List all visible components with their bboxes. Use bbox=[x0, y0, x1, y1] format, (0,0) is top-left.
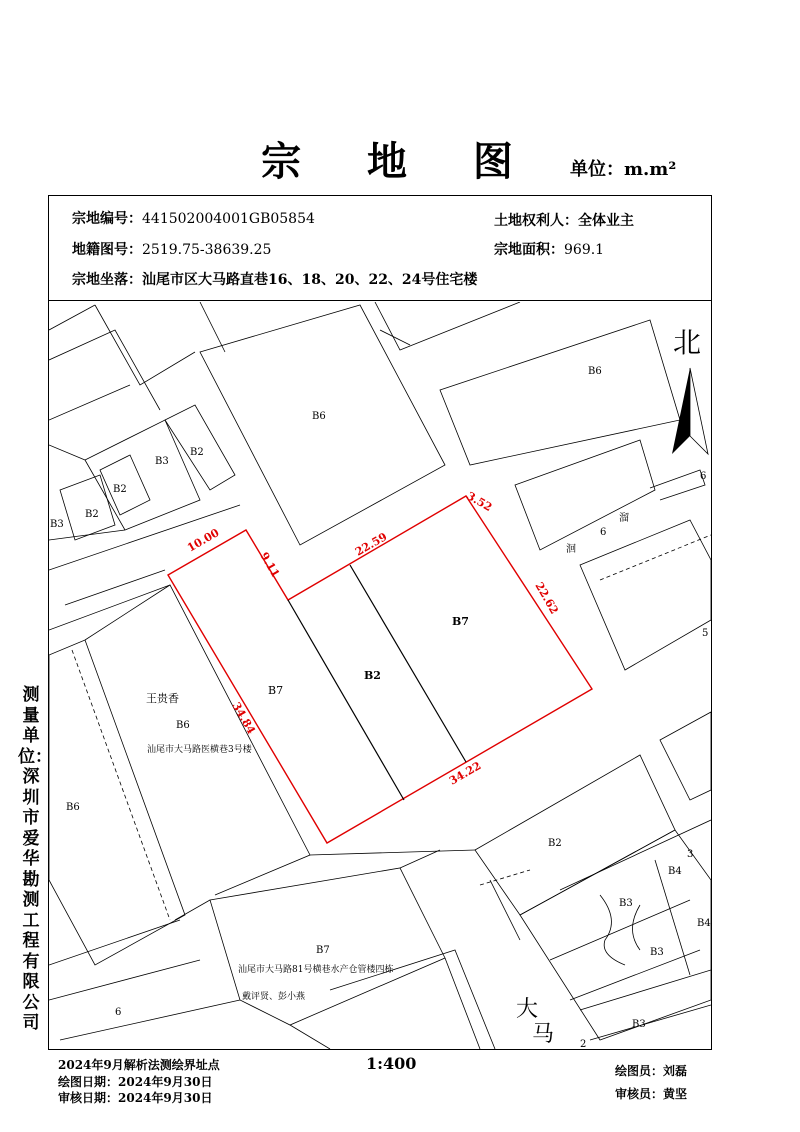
area-row bbox=[494, 239, 604, 259]
edge-label-7: 34.84 bbox=[229, 700, 258, 737]
survey-unit: 测量单位：深圳市爱华勘测工程有限公司 bbox=[18, 685, 52, 1033]
building-code: B2 bbox=[113, 484, 127, 495]
owner-row bbox=[494, 210, 634, 230]
cadastral-map bbox=[49, 302, 711, 1049]
building-code: B2 bbox=[190, 447, 204, 458]
building-code: B6 bbox=[176, 720, 190, 731]
unit-label: 单位：m.m² bbox=[570, 159, 677, 180]
building-code: B2 bbox=[85, 509, 99, 520]
drafter: 绘图员：刘磊 bbox=[615, 1064, 688, 1078]
road-number: 3 bbox=[687, 849, 694, 860]
parcel-block-b7-right: B7 bbox=[452, 615, 469, 628]
edge-label-4: 3.52 bbox=[464, 489, 495, 514]
building-code: B3 bbox=[50, 519, 64, 530]
people-note: 戴评贤、彭小燕 bbox=[242, 992, 306, 1002]
building-code: B6 bbox=[312, 411, 326, 422]
road-name-char: 大 bbox=[516, 997, 539, 1022]
building-code: B3 bbox=[155, 456, 169, 467]
parcel-no-label: 宗地编号： bbox=[72, 211, 142, 227]
check-date: 审核日期：2024年9月30日 bbox=[58, 1091, 213, 1105]
parcel-divider-2 bbox=[350, 565, 466, 762]
building-code: B3 bbox=[632, 1019, 646, 1030]
edge-label-3: 22.59 bbox=[353, 530, 390, 559]
building-code: B3 bbox=[619, 898, 633, 909]
road-name-char: 马 bbox=[532, 1022, 555, 1047]
location-row bbox=[72, 269, 477, 289]
map-title: 宗 地 图 bbox=[261, 138, 539, 185]
building-note: 汕尾市大马路医横巷3号楼 bbox=[147, 745, 252, 755]
road-number: 6 bbox=[600, 527, 607, 538]
draw-date: 绘图日期：2024年9月30日 bbox=[58, 1075, 213, 1089]
info-panel bbox=[48, 195, 712, 301]
north-arrow bbox=[672, 326, 708, 454]
area-value: 969.1 bbox=[564, 242, 605, 258]
edge-label-2: 9.11 bbox=[257, 550, 283, 580]
parcel-no-value: 441502004001GB05854 bbox=[142, 211, 315, 227]
checker: 审核员：黄坚 bbox=[615, 1087, 688, 1101]
building-code: B7 bbox=[316, 945, 330, 956]
building-code: B3 bbox=[650, 947, 664, 958]
area-label: 宗地面积： bbox=[494, 242, 564, 258]
lane-label: 洄 bbox=[566, 544, 576, 555]
parcel-block-b2: B2 bbox=[364, 669, 381, 682]
building-code: B4 bbox=[697, 918, 711, 929]
road-number: 6 bbox=[115, 1007, 122, 1018]
location-label: 宗地坐落： bbox=[72, 272, 142, 288]
building-code: B6 bbox=[66, 802, 80, 813]
road-number: 2 bbox=[580, 1039, 587, 1049]
parcel bbox=[168, 489, 592, 843]
building-note-2: 汕尾市大马路81号横巷水产仓管楼四栋 bbox=[238, 965, 394, 975]
parcel-divider-1 bbox=[288, 600, 404, 800]
map-scale: 1:400 bbox=[366, 1054, 417, 1073]
parcel-block-b7-left: B7 bbox=[268, 684, 284, 697]
building-code: B2 bbox=[548, 838, 562, 849]
owner-label: 土地权利人： bbox=[494, 213, 578, 229]
parcel-no-row bbox=[72, 208, 315, 228]
location-value: 汕尾市区大马路直巷16、18、20、22、24号住宅楼 bbox=[142, 272, 478, 288]
road-name bbox=[516, 997, 554, 1047]
north-label: 北 bbox=[673, 326, 702, 359]
lane-label: 溜 bbox=[619, 513, 629, 524]
edge-label-5: 22.62 bbox=[532, 580, 561, 617]
map-sheet-row bbox=[72, 239, 271, 259]
building-code: B6 bbox=[588, 366, 602, 377]
map-sheet-label: 地籍图号： bbox=[72, 242, 142, 258]
road-number: 6 bbox=[700, 471, 707, 482]
owner-note: 王贵香 bbox=[146, 692, 179, 705]
edge-label-1: 10.00 bbox=[185, 526, 222, 555]
road-number: 5 bbox=[702, 628, 709, 639]
owner-value: 全体业主 bbox=[578, 213, 634, 229]
survey-method: 2024年9月解析法测绘界址点 bbox=[58, 1058, 220, 1072]
map-sheet-value: 2519.75-38639.25 bbox=[142, 242, 272, 258]
edge-label-6: 34.22 bbox=[447, 759, 484, 788]
building-code: B4 bbox=[668, 866, 682, 877]
map-notes bbox=[146, 691, 394, 1002]
